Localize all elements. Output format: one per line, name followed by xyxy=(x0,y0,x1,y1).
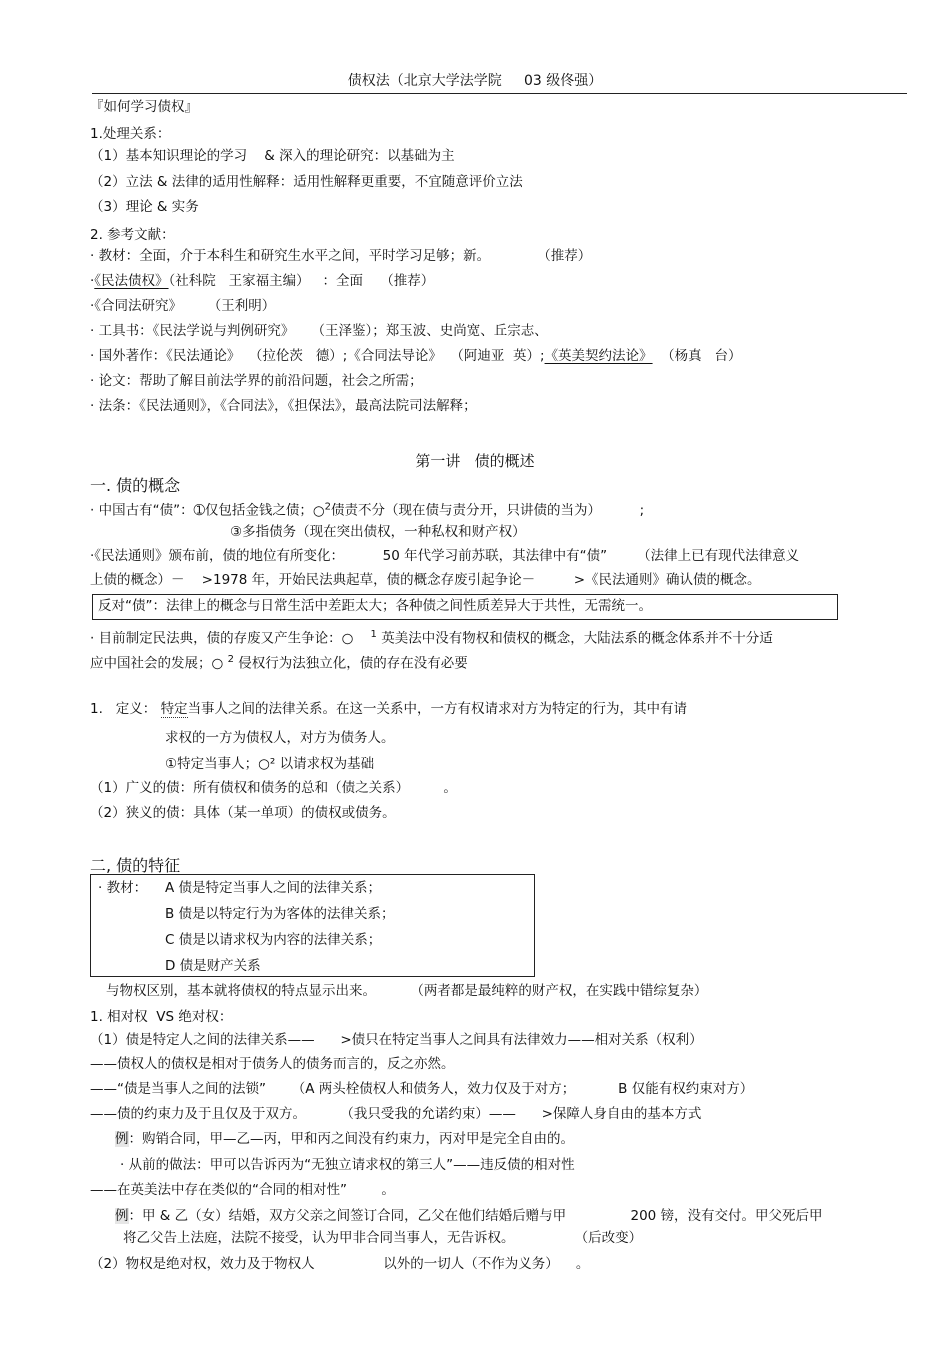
ref-book-title: 《民法债权》 xyxy=(94,273,169,289)
example-2-text: ：甲 & 乙（女）结婚，双方父亲之间签订合同，乙父在他们结婚后赠与甲 200 镑，没有交付。甲父死后甲 xyxy=(128,1208,823,1224)
common-law-note: ——在英美法中存在类似的“合同的相对性” 。 xyxy=(90,1182,395,1198)
broad-debt: （1）广义的债：所有债权和债务的总和（债之关系） 。 xyxy=(90,780,457,796)
relations-title: 1.处理关系： xyxy=(90,126,171,142)
circled-2-icon: ○$^2$ xyxy=(312,501,332,519)
ref-contract-law: ·《合同法研究》 （王利明） xyxy=(90,298,276,314)
definition-line-2: 求权的一方为债权人，对方为债务人。 xyxy=(165,730,395,746)
tongze-line-2: 上债的概念）－ >1978 年，开始民法典起草，债的概念存废引起争论－ >《民法通则》确认债的概念。 xyxy=(90,572,761,588)
relative-point-4: ——债的约束力及于且仅及于双方。 （我只受我的允诺约束）—— >保障人身自由的基本方式 xyxy=(90,1106,702,1122)
example-2-cont: 将乙父告上法庭，法院不接受，认为甲非合同当事人，无告诉权。 （后改变） xyxy=(123,1230,643,1246)
circled-3-icon: ③ xyxy=(230,524,243,540)
circled-1-icon: ➀ xyxy=(193,502,205,519)
relative-point-3: ——“债是当事人之间的法锁” （A 两头栓债权人和债务人，效力仅及于对方； B 仅能有权约束对方） xyxy=(90,1081,754,1097)
oppose-text: 反对“债”：法律上的概念与日常生活中差距太大；各种债之间性质差异大于共性，无需统一。 xyxy=(98,598,652,614)
definition-emphasis: 特定 xyxy=(160,701,188,717)
example-1-text: ：购销合同，甲—乙—丙，甲和丙之间没有约束力，丙对甲是完全自由的。 xyxy=(128,1131,574,1147)
ref-textbook: · 教材：全面，介于本科生和研究生水平之间，平时学习足够；新。 （推荐） xyxy=(90,248,592,264)
current-debate-part1: · 目前制定民法典，债的存废又产生争论：○ xyxy=(90,630,371,647)
feature-d: D 债是财产关系 xyxy=(165,958,261,974)
header-rule xyxy=(92,93,907,94)
ref-book-info: （社科院 王家福主编） ：全面 （推荐） xyxy=(168,273,435,289)
ref-civil-law-claims: ·《民法债权》（社科院 王家福主编） ：全面 （推荐） xyxy=(90,273,435,289)
definition-points: ①特定当事人；○² 以请求权为基础 xyxy=(165,756,375,772)
lecture-title: 第一讲 债的概述 xyxy=(415,452,535,470)
page-header-title: 债权法（北京大学法学院 03 级佟强） xyxy=(347,73,603,89)
relation-2: （2）立法 & 法律的适用性解释：适用性解释更重要，不宜随意评价立法 xyxy=(90,174,523,190)
relative-point-1: （1）债是特定人之间的法律关系—— >债只在特定当事人之间具有法律效力——相对关系（权利） xyxy=(90,1032,703,1048)
section-features-heading: 二, 债的特征 xyxy=(90,856,181,875)
feature-c: C 债是以请求权为内容的法律关系； xyxy=(165,932,382,948)
property-absolute: （2）物权是绝对权，效力及于物权人 以外的一切人（不作为义务） 。 xyxy=(90,1256,590,1272)
example-label: 例 xyxy=(115,1131,129,1147)
textbook-label: · 教材： xyxy=(98,880,148,896)
relative-vs-absolute-title: 1. 相对权 VS 绝对权： xyxy=(90,1009,233,1025)
ref-foreign xyxy=(90,347,742,365)
ancient-label: · 中国古有“债”： xyxy=(90,502,194,519)
ref-foreign-part3: （杨真 台） xyxy=(652,348,742,364)
ancient-item-3: 多指债务（现在突出债权，一种私权和财产权） xyxy=(242,524,526,540)
current-debate-part3: 应中国社会的发展；○ xyxy=(90,655,228,672)
example-1 xyxy=(115,1130,574,1148)
study-heading: 『如何学习债权』 xyxy=(90,99,198,115)
feature-b: B 债是以特定行为为客体的法律关系； xyxy=(165,906,395,922)
section-concept-heading: 一. 债的概念 xyxy=(90,476,181,495)
ancient-item-1: 仅包括金钱之债； xyxy=(204,502,313,519)
former-practice: · 从前的做法：甲可以告诉丙为“无独立请求权的第三人”——违反债的相对性 xyxy=(120,1157,575,1173)
current-debate-part2: 英美法中没有物权和债权的概念，大陆法系的概念体系并不十分适 xyxy=(381,630,773,647)
narrow-debt: （2）狭义的债：具体（某一单项）的债权或债务。 xyxy=(90,805,396,821)
example-2 xyxy=(115,1207,823,1225)
relation-3: （3）理论 & 实务 xyxy=(90,199,199,215)
refs-title: 2. 参考文献： xyxy=(90,227,175,243)
relation-1: （1）基本知识理论的学习 & 深入的理论研究：以基础为主 xyxy=(90,148,455,164)
definition-line-1 xyxy=(90,700,687,718)
current-debate-line-1 xyxy=(90,626,773,648)
compare-property: 与物权区别，基本就将债权的特点显示出来。 （两者都是最纯粹的财产权，在实践中错综复杂） xyxy=(106,983,708,999)
definition-text: 当事人之间的法律关系。在这一关系中，一方有权请求对方为特定的行为，其中有请 xyxy=(187,701,688,717)
tongze-line-1: ·《民法通则》颁布前，债的地位有所变化： 50 年代学习前苏联，其法律中有“债” （法律上已有现代法律意义 xyxy=(90,548,800,564)
ancient-debt-line-2 xyxy=(230,523,526,541)
current-debate-line-2 xyxy=(90,651,468,673)
feature-a: A 债是特定当事人之间的法律关系； xyxy=(165,880,382,896)
superscript-1: 1 xyxy=(370,629,377,640)
ancient-item-2: 债责不分（现在债与责分开，只讲债的当为） ; xyxy=(331,502,645,519)
example-label-2: 例 xyxy=(115,1208,129,1224)
ref-foreign-underlined: 《英美契约法论》 xyxy=(544,348,653,364)
ref-statutes: · 法条：《民法通则》，《合同法》，《担保法》，最高法院司法解释； xyxy=(90,398,477,414)
definition-label: 1. 定义： xyxy=(90,701,157,717)
superscript-2: 2 xyxy=(227,654,234,665)
ref-papers: · 论文：帮助了解目前法学界的前沿问题，社会之所需； xyxy=(90,373,423,389)
current-debate-part4: 侵权行为法独立化，债的存在没有必要 xyxy=(238,655,468,672)
relative-point-2: ——债权人的债权是相对于债务人的债务而言的，反之亦然。 xyxy=(90,1056,455,1072)
ancient-debt-line xyxy=(90,498,644,520)
ref-tools: · 工具书：《民法学说与判例研究》 （王泽鉴）；郑玉波、史尚宽、丘宗志、 xyxy=(90,323,548,339)
ref-foreign-part1: · 国外著作：《民法通论》 （拉伦茨 德）;《合同法导论》 （阿迪亚 英）; xyxy=(90,348,545,364)
